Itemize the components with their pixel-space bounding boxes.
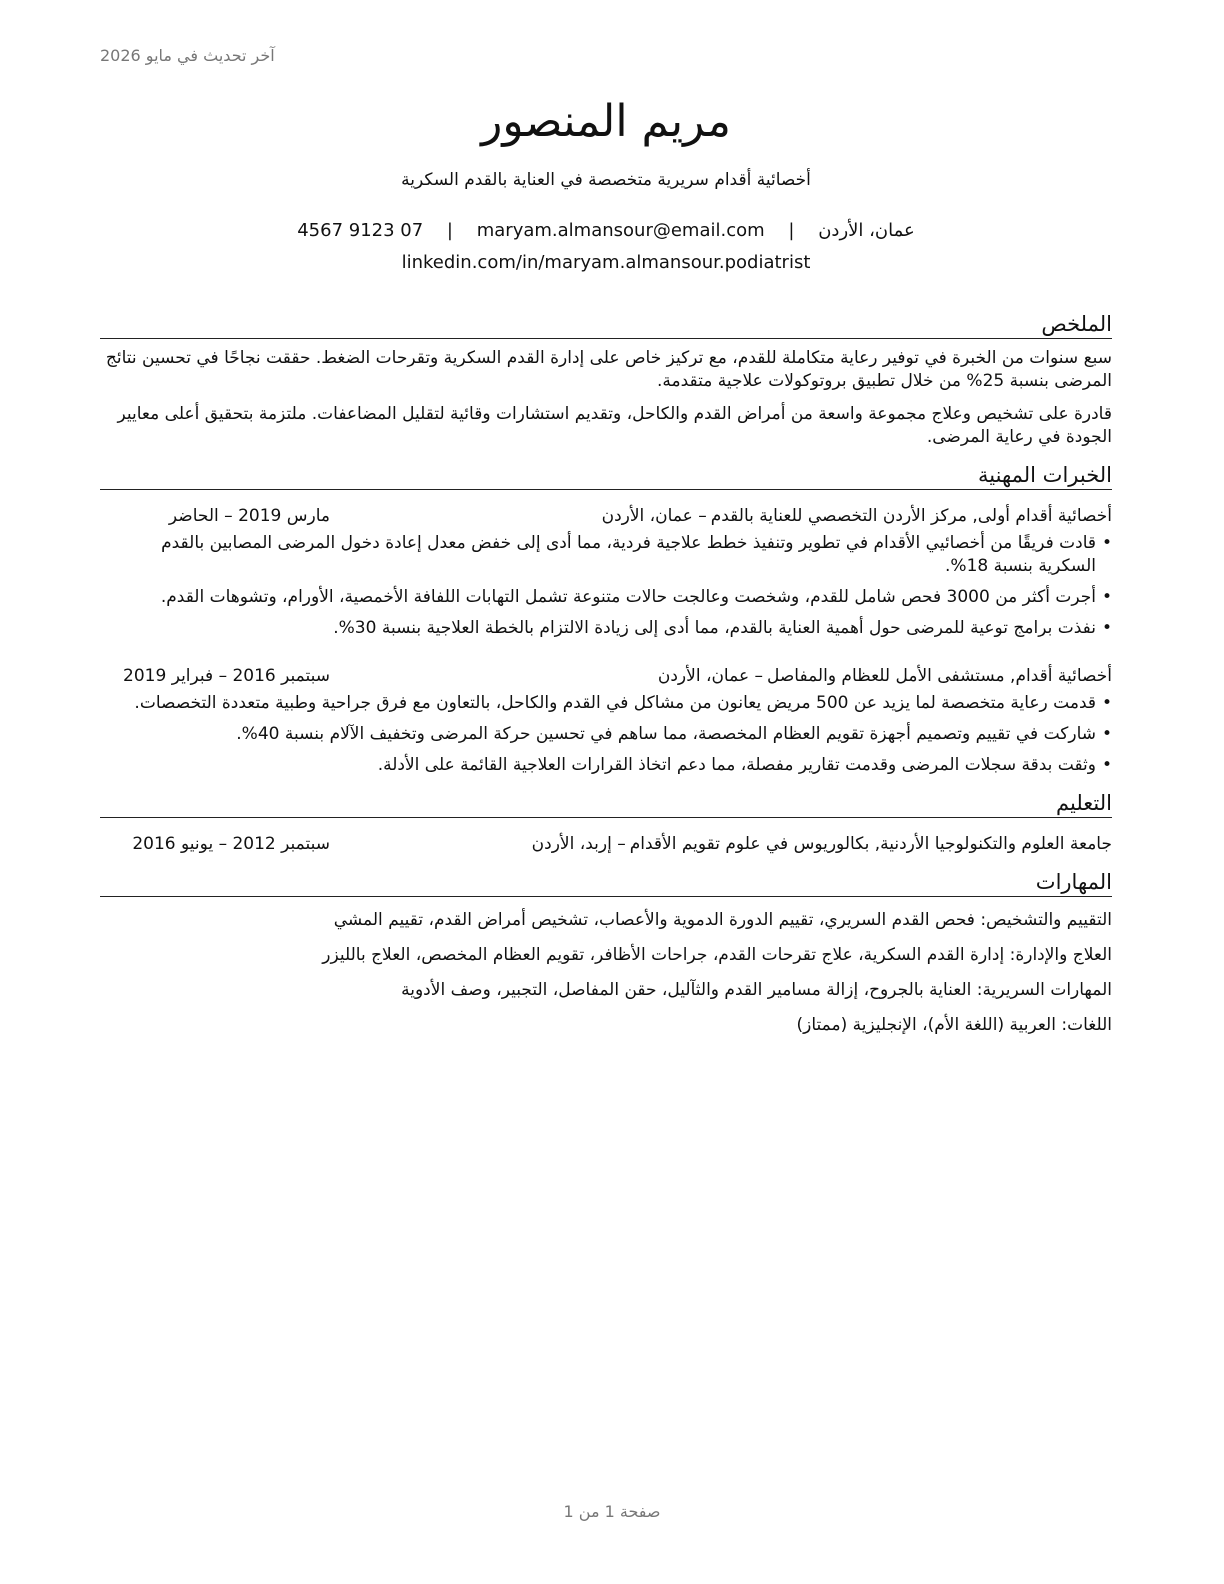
skill-line: المهارات السريرية: العناية بالجروح، إزالة مسامير القدم والثآليل، حقن المفاصل، التجبير، وصف الأدوية [401, 980, 1112, 1000]
job-header [100, 664, 1112, 688]
summary-paragraph: سبع سنوات من الخبرة في توفير رعاية متكاملة للقدم، مع تركيز خاص على إدارة القدم السكرية وتقرحات الضغط. حققت نجاحًا في تحسين نتائج المرضى بنسبة 25% من خلال تطبيق بروتوكولات علاجية متقدمة. [105, 348, 1112, 391]
contact-separator: | [788, 220, 795, 241]
list-item: • أجرت أكثر من 3000 فحص شامل للقدم، وشخصت وعالجت حالات متنوعة تشمل التهابات اللفافة الأخمصية، الأورام، وتشوهات القدم. [100, 586, 1112, 609]
contact-separator: | [446, 220, 453, 241]
job-entry [100, 504, 1112, 640]
education-header [100, 832, 1112, 856]
education-location: – إربد، الأردن [531, 834, 626, 854]
summary-paragraph: قادرة على تشخيص وعلاج مجموعة واسعة من أمراض القدم والكاحل، وتقديم استشارات وقائية لتقليل المضاعفات. ملتزمة بتحقيق أعلى معايير الجودة في رعاية المرضى. [117, 404, 1112, 447]
job-dates: سبتمبر 2016 – فبراير 2019 [123, 666, 330, 686]
job-title-org: أخصائية أقدام أولى, مركز الأردن التخصصي للعناية بالقدم [710, 506, 1112, 526]
education-title-org: جامعة العلوم والتكنولوجيا الأردنية, بكالوريوس في علوم تقويم الأقدام [629, 834, 1112, 854]
list-item: • نفذت برامج توعية للمرضى حول أهمية العناية بالقدم، مما أدى إلى زيادة الالتزام بالخطة العلاجية بنسبة 30%. [100, 617, 1112, 640]
job-header [100, 504, 1112, 528]
summary-section [100, 310, 1112, 449]
last-updated: آخر تحديث في مايو 2026 [100, 46, 275, 65]
section-heading-education: التعليم [100, 789, 1112, 818]
skill-line: التقييم والتشخيص: فحص القدم السريري، تقييم الدورة الدموية والأعصاب، تشخيص أمراض القدم، تقييم المشي [333, 910, 1112, 930]
section-heading-summary: الملخص [100, 310, 1112, 339]
contact-location: عمان، الأردن [818, 220, 915, 241]
section-heading-experience: الخبرات المهنية [100, 461, 1112, 490]
resume-header [100, 92, 1112, 276]
skills-section [100, 868, 1112, 1037]
page-footer: صفحة 1 من 1 [563, 1502, 661, 1521]
job-bullets [100, 692, 1112, 777]
contact-line [100, 218, 1112, 244]
section-heading-skills: المهارات [100, 868, 1112, 897]
contact-linkedin[interactable]: linkedin.com/in/maryam.almansour.podiatrist [401, 252, 811, 273]
list-item: • شاركت في تقييم وتصميم أجهزة تقويم العظام المخصصة، مما ساهم في تحسين حركة المرضى وتخفيف الآلام بنسبة 40%. [100, 723, 1112, 746]
job-bullets [100, 532, 1112, 640]
skill-line: العلاج والإدارة: إدارة القدم السكرية، علاج تقرحات القدم، جراحات الأظافر، تقويم العظام المخصص، العلاج بالليزر [322, 945, 1112, 965]
list-item: • وثقت بدقة سجلات المرضى وقدمت تقارير مفصلة، مما دعم اتخاذ القرارات العلاجية القائمة على الأدلة. [100, 754, 1112, 777]
education-section [100, 789, 1112, 856]
job-location: – عمان، الأردن [657, 666, 763, 686]
experience-section [100, 461, 1112, 777]
job-location: – عمان، الأردن [601, 506, 707, 526]
job-title-org: أخصائية أقدام, مستشفى الأمل للعظام والمفاصل [767, 666, 1112, 686]
contact-phone: 4567 9123 07 [297, 220, 424, 241]
job-dates: مارس 2019 – الحاضر [168, 506, 330, 526]
skill-line: اللغات: العربية (اللغة الأم)، الإنجليزية (ممتاز) [796, 1015, 1112, 1035]
candidate-name: مريم المنصور [481, 96, 731, 147]
contact-email[interactable]: maryam.almansour@email.com [476, 220, 765, 241]
education-dates: سبتمبر 2012 – يونيو 2016 [132, 834, 330, 854]
education-entry [100, 832, 1112, 856]
list-item: • قدمت رعاية متخصصة لما يزيد عن 500 مريض يعانون من مشاكل في القدم والكاحل، بالتعاون مع فرق جراحية وطبية متعددة التخصصات. [100, 692, 1112, 715]
list-item: • قادت فريقًا من أخصائيي الأقدام في تطوير وتنفيذ خطط علاجية فردية، مما أدى إلى خفض معدل إعادة دخول المرضى المصابين بالقدم السكرية بنسبة 18%. [100, 532, 1112, 578]
professional-title: أخصائية أقدام سريرية متخصصة في العناية بالقدم السكرية [401, 170, 811, 190]
resume-page [100, 0, 1112, 1584]
job-entry [100, 664, 1112, 777]
resume-content [100, 310, 1112, 1049]
